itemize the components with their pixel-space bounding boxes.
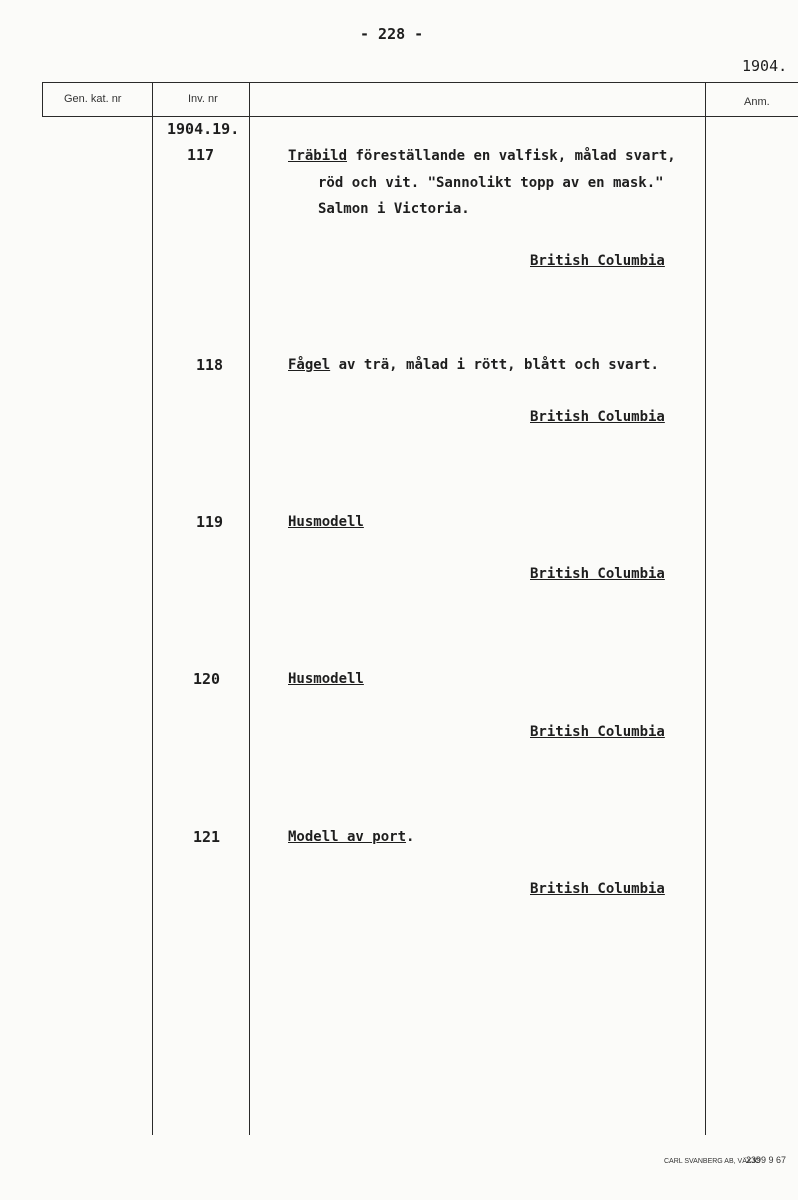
- left-border: [42, 82, 43, 116]
- entry-title: Husmodell: [288, 514, 364, 530]
- inv-number: 118: [196, 356, 224, 374]
- inv-prefix: 1904.19.: [167, 120, 240, 138]
- column-divider-gen: [152, 82, 153, 1135]
- entry-title: Husmodell: [288, 671, 364, 687]
- entry-region: British Columbia: [530, 409, 665, 425]
- entry-description: [288, 671, 364, 687]
- entry-region: British Columbia: [530, 881, 665, 897]
- column-divider-inv: [249, 82, 250, 1135]
- entry-description: [288, 357, 659, 373]
- entry-description-line3: Salmon i Victoria.: [318, 201, 470, 217]
- inv-number: 120: [193, 670, 221, 688]
- entry-title: Träbild: [288, 148, 348, 164]
- entry-description: [288, 829, 414, 845]
- inv-number: 121: [193, 828, 221, 846]
- entry-text: av trä, målad i rött, blått och svart.: [330, 357, 659, 373]
- table-top-border: [42, 82, 798, 83]
- year-header: 1904.: [742, 57, 788, 75]
- entry-description-line2: röd och vit. "Sannolikt topp av en mask.": [318, 175, 664, 191]
- header-anm: Anm.: [744, 96, 770, 108]
- header-bottom-border: [42, 116, 798, 117]
- header-gen-kat: Gen. kat. nr: [64, 93, 122, 105]
- entry-title: Fågel: [288, 357, 331, 373]
- inv-number: 117: [187, 146, 215, 164]
- printer-imprint: CARL SVANBERG AB, VÄXJÖ: [664, 1158, 761, 1165]
- page-number: - 228 -: [360, 25, 424, 43]
- entry-text: föreställande en valfisk, målad svart,: [347, 148, 676, 164]
- entry-region: British Columbia: [530, 253, 665, 269]
- entry-title: Modell av port: [288, 829, 407, 845]
- entry-region: British Columbia: [530, 566, 665, 582]
- inv-number: 119: [196, 513, 224, 531]
- entry-description: [288, 514, 364, 530]
- header-inv: Inv. nr: [188, 93, 218, 105]
- form-code: 2399 9 67: [746, 1155, 787, 1165]
- entry-region: British Columbia: [530, 724, 665, 740]
- column-divider-anm: [705, 82, 706, 1135]
- entry-text: .: [406, 829, 415, 845]
- entry-description: [288, 148, 676, 164]
